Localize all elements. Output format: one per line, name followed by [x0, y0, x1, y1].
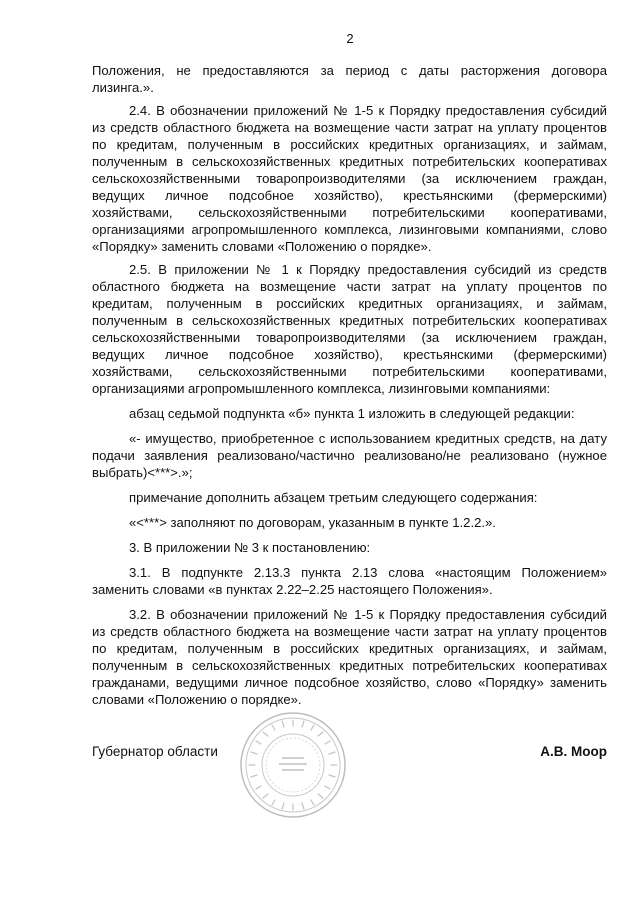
signatory-name: А.В. Моор [540, 744, 607, 759]
paragraph-continuation: Положения, не предоставляются за период с даты расторжения договора лизинга.». [92, 63, 607, 95]
paragraph-3-1: 3.1. В подпункте 2.13.3 пункта 2.13 слова «настоящим Положением» заменить словами «в пунктах 2.22–2.25 настоящего Положения». [92, 565, 607, 597]
document-body [92, 62, 607, 708]
paragraph-2-4: 2.4. В обозначении приложений № 1-5 к Порядку предоставления субсидий из средств областного бюджета на возмещение части затрат на уплату процентов по кредитам, полученным в российских кредитных организациях, и займам, полученным в сельскохозяйственных кредитных потребительских кооперативах сельскохозяйственными товаропроизводителями (за исключением граждан, ведущих личное подсобное хозяйство), крестьянскими (фермерскими) хозяйствами, сельскохозяйственными потребительскими кооперативами, организациями агропромышленного комплекса, лизинговыми компаниями, слово «Порядку» заменить словами «Положению о порядке». [92, 103, 607, 254]
paragraph-quote-imushchestvo: «- имущество, приобретенное с использованием кредитных средств, на дату подачи заявления реализовано/частично реализовано/не реализовано (нужное выбрать)<***>.»; [92, 431, 607, 480]
paragraph-3: 3. В приложении № 3 к постановлению: [129, 540, 371, 555]
paragraph-2-5: 2.5. В приложении № 1 к Порядку предоставления субсидий из средств областного бюджета на возмещение части затрат на уплату процентов по кредитам, полученным в российских кредитных организациях, и займам, полученным в сельскохозяйственных кредитных потребительских кооперативах сельскохозяйственными товаропроизводителями (за исключением граждан, ведущих личное подсобное хозяйство), крестьянскими (фермерскими) хозяйствами, сельскохозяйственными потребительскими кооперативами, организациями агропромышленного комплекса, лизинговыми компаниями: [92, 262, 607, 396]
paragraph-3-2: 3.2. В обозначении приложений № 1-5 к Порядку предоставления субсидий из средств областного бюджета на возмещение части затрат на уплату процентов по кредитам, полученным в российских кредитных организациях, и займам, полученным в сельскохозяйственных кредитных потребительских кооперативах гражданами, ведущими личное подсобное хозяйство, слово «Порядку» заменить словами «Положению о порядке». [92, 607, 607, 707]
page-number: 2 [346, 31, 354, 46]
paragraph-abzac-sedmoy: абзац седьмой подпункта «б» пункта 1 изложить в следующей редакции: [129, 406, 575, 421]
paragraph-quote-note: «<***> заполняют по договорам, указанным в пункте 1.2.2.». [129, 515, 496, 530]
signature-block [92, 744, 607, 768]
paragraph-primechanie: примечание дополнить абзацем третьим следующего содержания: [129, 490, 538, 505]
signatory-title: Губернатор области [92, 744, 218, 759]
